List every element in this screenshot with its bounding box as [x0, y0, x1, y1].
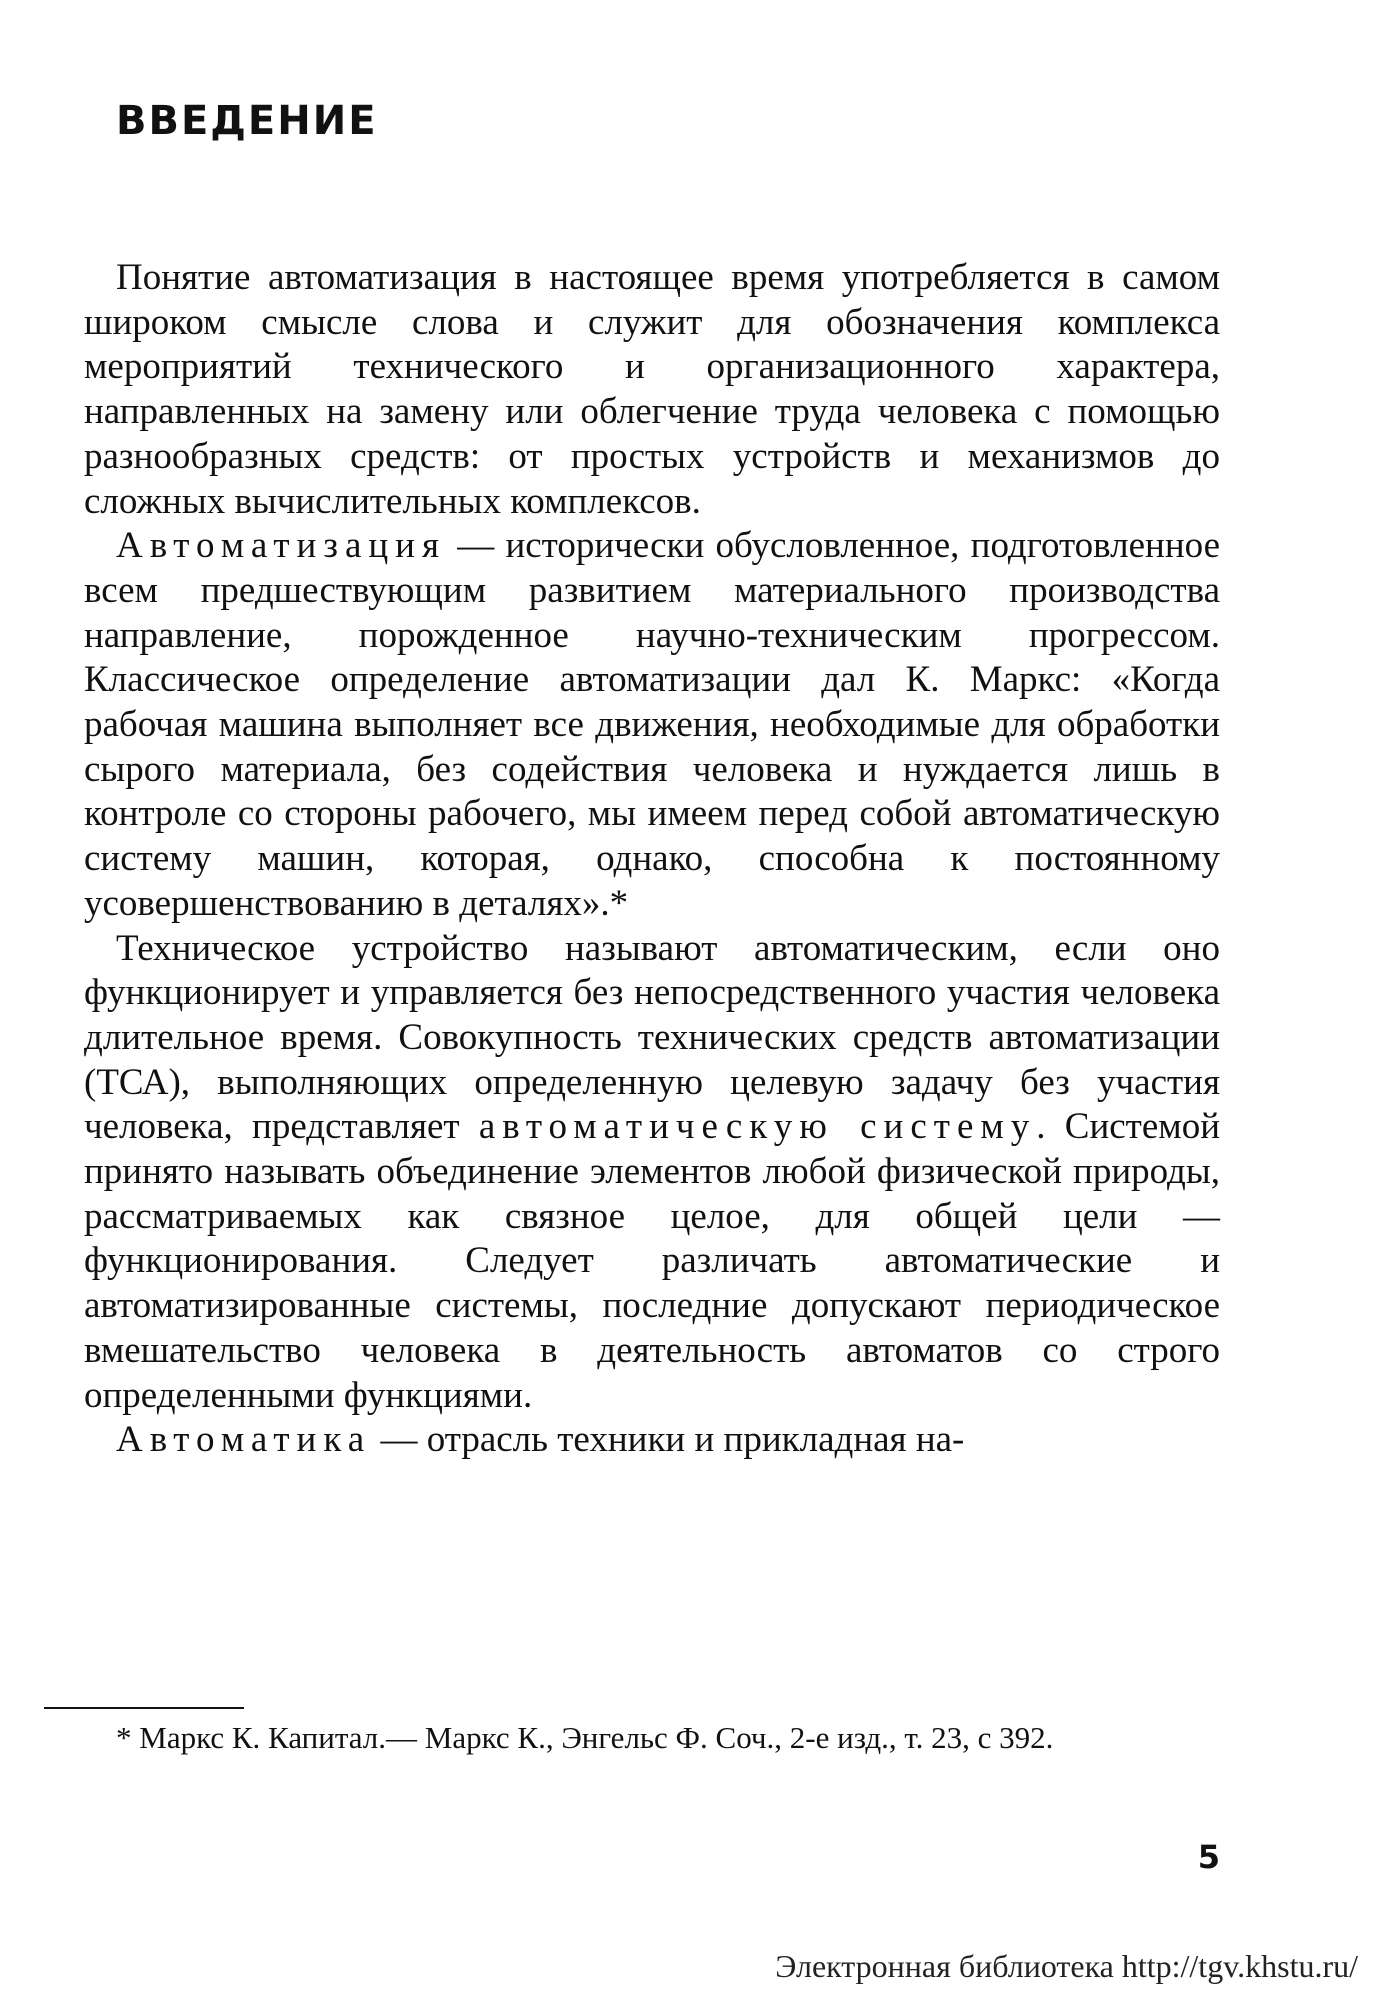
term-automatic-system: автоматическую систему — [478, 1106, 1037, 1148]
footnote-divider — [44, 1707, 244, 1709]
paragraph-1 — [84, 256, 1220, 524]
term-automation: Автоматизация — [116, 525, 447, 567]
paragraph-3-text-after: . Системой принято называть объединение элементов любой физической природы, рассматриваемых как связное целое, для общей цели — функционирования. Следует различать автоматические и автоматизированные системы, последние допускают периодическое вмешательство человека в деятельность автоматов со строго определенными функциями. — [84, 1106, 1220, 1416]
footnote: * Маркс К. Капитал.— Маркс К., Энгельс Ф. Соч., 2-е изд., т. 23, с 392. — [116, 1720, 1054, 1755]
library-watermark: Электронная библиотека http://tgv.khstu.ru/ — [775, 1948, 1358, 1984]
term-automatics: Автоматика — [116, 1419, 372, 1461]
page-number: 5 — [1197, 1838, 1220, 1876]
paragraph-4 — [84, 1418, 1220, 1463]
paragraph-1-text: Понятие автоматизация в настоящее время употребляется в самом широком смысле слова и служит для обозначения комплекса мероприятий технического и организационного характера, направленных на замену или облегчение труда человека с помощью разнообразных средств: от простых устройств и механизмов до сложных вычислительных комплексов. — [84, 257, 1220, 522]
paragraph-3-text-before: Техническое устройство называют автоматическим, если оно функционирует и управляется без непосредственного участия человека длительное время. Совокупность технических средств автоматизации (ТСА), выполняющих определенную целевую задачу без участия человека, представляет — [84, 927, 1220, 1148]
paragraph-3 — [84, 927, 1220, 1419]
paragraph-2-text: — исторически обусловленное, подготовленное всем предшествующим развитием материального производства направление, порожденное научно-техническим прогрессом. Классическое определение автоматизации дал К. Маркс: «Когда рабочая машина выполняет все движения, необходимые для обработки сырого материала, без содействия человека и нуждается лишь в контроле со стороны рабочего, мы имеем перед собой автоматическую систему машин, которая, однако, способна к постоянному усовершенствованию в деталях».* — [84, 525, 1220, 924]
body-text — [84, 256, 1220, 1463]
paragraph-4-text: — отрасль техники и прикладная на- — [371, 1419, 965, 1461]
paragraph-2 — [84, 524, 1220, 926]
chapter-heading: ВВЕДЕНИЕ — [116, 98, 378, 144]
